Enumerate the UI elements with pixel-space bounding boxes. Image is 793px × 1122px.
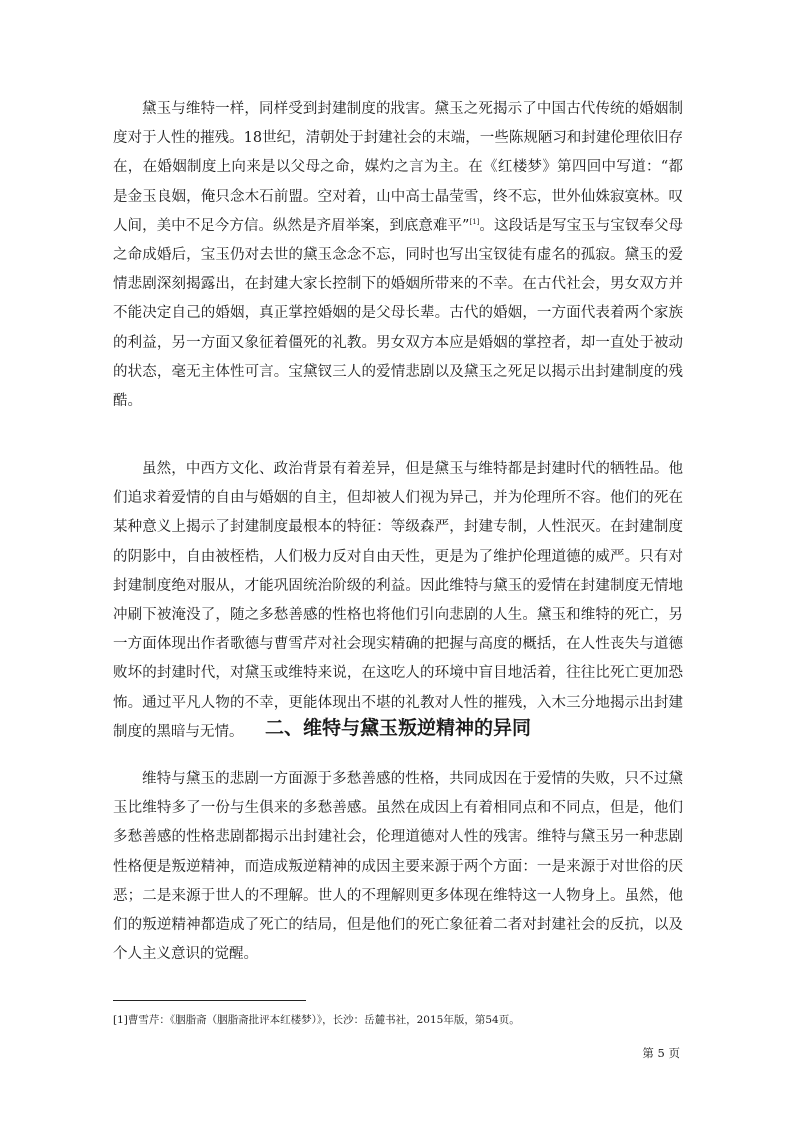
footnote: [1]曹雪芹：《胭脂斋（胭脂斋批评本红楼梦）》，长沙：岳麓书社，2015年版，第54页。 bbox=[113, 1014, 520, 1026]
page-number: 第 5 页 bbox=[642, 1046, 680, 1060]
paragraph-1-text-b: 。这段话是写宝玉与宝钗奉父母之命成婚后，宝玉仍对去世的黛玉念念不忘，同时也写出宝钗徒有虚名的孤寂。黛玉的爱情悲剧深刻揭露出，在封建大家长控制下的婚姻所带来的不幸。在古代社会，男女双方并不能决定自己的婚姻，真正掌控婚姻的是父母长辈。古代的婚姻，一方面代表着两个家族的利益，另一方面又象征着僵死的礼教。男女双方本应是婚姻的掌控者，却一直处于被动的状态，毫无主体性可言。宝黛钗三人的爱情悲剧以及黛玉之死足以揭示出封建制度的残酷。 bbox=[113, 217, 683, 410]
paragraph-1-text-a: 黛玉与维特一样，同样受到封建制度的戕害。黛玉之死揭示了中国古代传统的婚姻制度对于人性的摧残。18世纪，清朝处于封建社会的末端，一些陈规陋习和封建伦理依旧存在，在婚姻制度上向来是以父母之命，媒灼之言为主。在《红楼梦》第四回中写道：“都是金玉良姻，俺只念木石前盟。空对着，山中高士晶莹雪，终不忘，世外仙姝寂寞林。叹人间，美中不足今方信。纵然是齐眉举案，到底意难平” bbox=[113, 101, 683, 234]
section-heading: 二、维特与黛玉叛逆精神的异同 bbox=[264, 717, 531, 739]
body-paragraph-2: 虽然，中西方文化、政治背景有着差异，但是黛玉与维特都是封建时代的牺牲品。他们追求着爱情的自由与婚姻的自主，但却被人们视为异己，并为伦理所不容。他们的死在某种意义上揭示了封建制度最根本的特征：等级森严，封建专制，人性泯灭。在封建制度的阴影中，自由被桎梏，人们极力反对自由天性，更是为了维护伦理道德的威严。只有对封建制度绝对服从，才能巩固统治阶级的利益。因此维特与黛玉的爱情在封建制度无情地冲刷下被淹没了，随之多愁善感的性格也将他们引向悲剧的人生。黛玉和维特的死亡，另一方面体现出作者歌德与曹雪芹对社会现实精确的把握与高度的概括，在人性丧失与道德败坏的封建时代，对黛玉或维特来说，在这吃人的环境中盲目地活着，往往比死亡更加恐怖。通过平凡人物的不幸，更能体现出不堪的礼教对人性的摧残，入木三分地揭示出封建制度的黑暗与无情。 bbox=[113, 461, 683, 740]
footnote-reference: [1] bbox=[469, 217, 480, 226]
footnote-divider bbox=[113, 1000, 306, 1001]
body-paragraph-3: 维特与黛玉的悲剧一方面源于多愁善感的性格，共同成因在于爱情的失败，只不过黛玉比维特多了一份与生俱来的多愁善感。虽然在成因上有着相同点和不同点，但是，他们多愁善感的性格悲剧都揭示出封建社会，伦理道德对人性的残害。维特与黛玉另一种悲剧性格便是叛逆精神，而造成叛逆精神的成因主要来源于两个方面：一是来源于对世俗的厌恶；二是来源于世人的不理解。世人的不理解则更多体现在维特这一人物身上。虽然，他们的叛逆精神都造成了死亡的结局，但是他们的死亡象征着二者对封建社会的反抗，以及个人主义意识的觉醒。 bbox=[113, 771, 683, 963]
body-paragraph-1 bbox=[113, 95, 683, 416]
